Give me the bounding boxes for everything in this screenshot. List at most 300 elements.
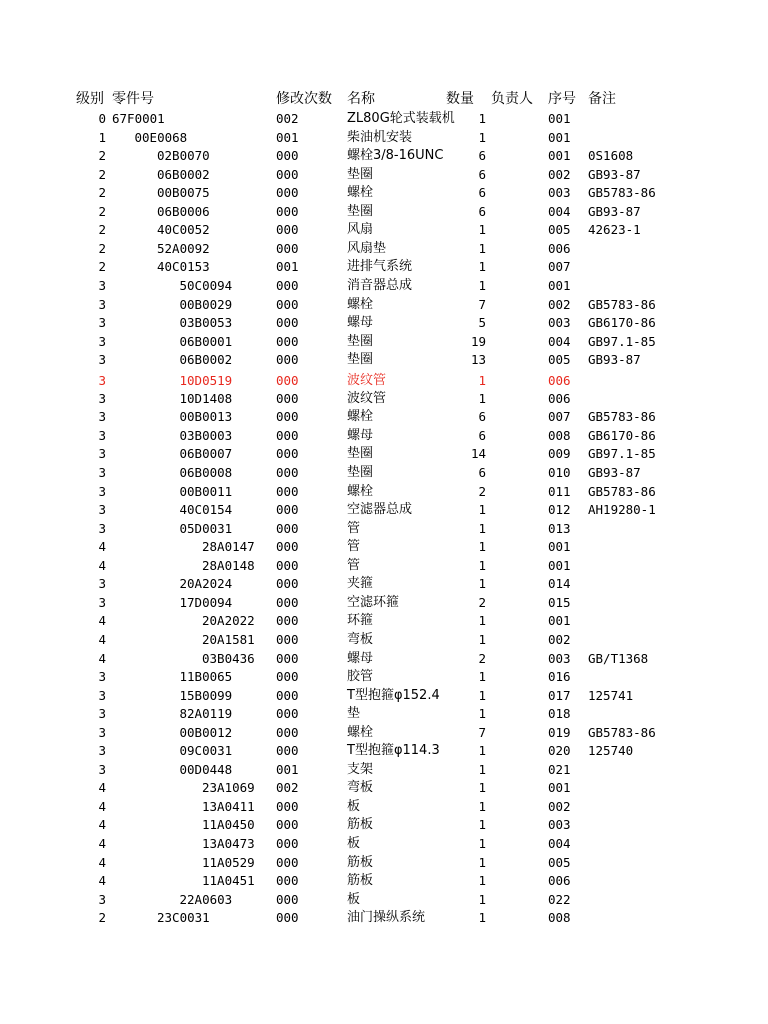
row-name: 垫	[347, 706, 361, 722]
table-row[interactable]	[0, 408, 768, 426]
table-row[interactable]	[0, 631, 768, 649]
row-note: GB5783-86	[588, 296, 656, 312]
row-revision: 000	[276, 372, 299, 388]
row-revision: 000	[276, 222, 299, 238]
row-sequence: 022	[548, 891, 571, 907]
table-row[interactable]	[0, 687, 768, 705]
row-quantity: 1	[478, 520, 486, 536]
row-quantity: 6	[478, 166, 486, 182]
row-name: 空滤环箍	[347, 594, 400, 610]
row-revision: 000	[276, 203, 299, 219]
row-sequence: 001	[548, 148, 571, 164]
row-quantity: 5	[478, 315, 486, 331]
row-sequence: 018	[548, 706, 571, 722]
row-note: GB93-87	[588, 352, 641, 368]
row-level: 3	[98, 446, 106, 462]
row-revision: 000	[276, 315, 299, 331]
table-row[interactable]	[0, 314, 768, 332]
table-row[interactable]	[0, 668, 768, 686]
row-revision: 000	[276, 724, 299, 740]
row-revision: 000	[276, 873, 299, 889]
row-name: 螺母	[347, 427, 374, 443]
row-level: 3	[98, 576, 106, 592]
row-level: 4	[98, 836, 106, 851]
row-sequence: 001	[548, 111, 571, 126]
row-name: 进排气系统	[347, 259, 413, 275]
row-sequence: 010	[548, 464, 571, 480]
table-row[interactable]	[0, 835, 768, 853]
row-level: 3	[98, 891, 106, 907]
row-level: 0	[98, 111, 106, 126]
row-level: 3	[98, 594, 106, 610]
row-quantity: 1	[478, 576, 486, 592]
row-part-number: 00B0075	[157, 185, 210, 201]
row-part-number: 06B0002	[179, 352, 233, 368]
row-name: 弯板	[347, 631, 374, 647]
row-level: 3	[98, 409, 106, 425]
row-name: 弯板	[347, 780, 374, 796]
row-revision: 000	[276, 631, 299, 647]
table-row[interactable]	[0, 390, 768, 408]
row-sequence: 019	[548, 724, 571, 740]
table-row[interactable]	[0, 557, 768, 575]
row-note: 125741	[588, 687, 634, 703]
header-level: 级别	[76, 91, 104, 107]
row-level: 3	[98, 502, 106, 518]
row-quantity: 1	[478, 706, 486, 722]
row-name: 管	[347, 557, 361, 573]
row-part-number: 05D0031	[179, 520, 233, 536]
row-name: ZL80G轮式装载机	[347, 111, 455, 126]
row-quantity: 1	[478, 761, 486, 777]
row-name: 胶管	[347, 669, 374, 684]
table-row[interactable]	[0, 129, 768, 147]
table-row[interactable]	[0, 464, 768, 482]
row-name: 筋板	[347, 854, 374, 870]
row-sequence: 002	[548, 631, 571, 647]
row-name: 板	[347, 891, 361, 907]
row-quantity: 1	[478, 111, 486, 126]
row-revision: 000	[276, 854, 299, 870]
table-row[interactable]	[0, 761, 768, 779]
row-name: 垫圈	[347, 333, 374, 349]
header-revision: 修改次数	[276, 91, 332, 107]
row-quantity: 1	[478, 817, 486, 833]
row-level: 2	[98, 203, 106, 219]
row-sequence: 003	[548, 315, 571, 331]
row-sequence: 004	[548, 203, 571, 219]
row-name: 筋板	[347, 873, 374, 889]
row-sequence: 008	[548, 910, 571, 926]
table-row[interactable]	[0, 538, 768, 556]
row-part-number: 09C0031	[179, 743, 233, 759]
row-sequence: 012	[548, 502, 571, 518]
table-row[interactable]	[0, 277, 768, 295]
row-revision: 000	[276, 650, 299, 666]
row-quantity: 1	[478, 836, 486, 851]
row-level: 3	[98, 464, 106, 480]
row-quantity: 1	[478, 873, 486, 889]
table-row[interactable]	[0, 351, 768, 369]
row-note: GB5783-86	[588, 185, 656, 201]
row-sequence: 001	[548, 278, 571, 293]
row-level: 3	[98, 333, 106, 349]
row-level: 2	[98, 259, 106, 275]
row-quantity: 6	[478, 148, 486, 164]
row-revision: 000	[276, 613, 299, 629]
row-name: 支架	[347, 761, 374, 777]
row-name: 柴油机安装	[347, 129, 413, 145]
row-name: 波纹管	[347, 390, 387, 406]
row-revision: 000	[276, 390, 299, 406]
row-level: 3	[98, 372, 106, 388]
table-row[interactable]	[0, 501, 768, 519]
row-quantity: 1	[478, 631, 486, 647]
row-part-number: 00B0012	[179, 724, 233, 740]
row-quantity: 1	[478, 278, 486, 293]
row-part-number: 00B0011	[179, 483, 233, 499]
row-sequence: 006	[548, 873, 571, 889]
row-sequence: 015	[548, 594, 571, 610]
row-part-number: 28A0147	[202, 539, 255, 555]
row-sequence: 001	[548, 539, 571, 555]
row-sequence: 013	[548, 520, 571, 536]
row-part-number: 20A1581	[202, 631, 255, 647]
table-row[interactable]	[0, 483, 768, 501]
row-note: GB5783-86	[588, 483, 656, 499]
row-note: GB5783-86	[588, 724, 656, 740]
row-level: 3	[98, 278, 106, 293]
row-part-number: 03B0053	[179, 315, 233, 331]
row-note: GB93-87	[588, 464, 641, 480]
row-sequence: 014	[548, 576, 571, 592]
row-quantity: 19	[470, 333, 486, 349]
table-row[interactable]	[0, 372, 768, 390]
row-quantity: 6	[478, 427, 486, 443]
row-quantity: 1	[478, 891, 486, 907]
row-note: 0S1608	[588, 148, 634, 164]
row-name: 管	[347, 520, 361, 536]
row-quantity: 1	[478, 259, 486, 275]
row-part-number: 15B0099	[179, 687, 233, 703]
row-sequence: 005	[548, 352, 571, 368]
row-part-number: 06B0002	[157, 166, 210, 182]
row-part-number: 06B0008	[179, 464, 233, 480]
row-revision: 000	[276, 427, 299, 443]
row-revision: 000	[276, 352, 299, 368]
row-revision: 000	[276, 185, 299, 201]
row-part-number: 03B0436	[202, 650, 255, 666]
row-quantity: 6	[478, 203, 486, 219]
row-part-number: 40C0154	[179, 502, 233, 518]
row-sequence: 017	[548, 687, 571, 703]
row-level: 3	[98, 761, 106, 777]
row-level: 2	[98, 185, 106, 201]
row-part-number: 00D0448	[179, 761, 233, 777]
row-part-number: 52A0092	[157, 240, 210, 256]
row-part-number: 17D0094	[179, 594, 233, 610]
row-quantity: 1	[478, 390, 486, 406]
table-row[interactable]	[0, 705, 768, 723]
row-sequence: 009	[548, 446, 571, 462]
row-revision: 000	[276, 520, 299, 536]
row-name: 垫圈	[347, 464, 374, 480]
row-level: 3	[98, 352, 106, 368]
row-quantity: 1	[478, 780, 486, 796]
row-part-number: 00E0068	[134, 129, 188, 145]
table-row[interactable]	[0, 296, 768, 314]
table-row[interactable]	[0, 110, 768, 128]
table-row[interactable]	[0, 427, 768, 445]
row-part-number: 20A2024	[179, 576, 233, 592]
row-quantity: 1	[478, 502, 486, 518]
row-part-number: 20A2022	[202, 613, 255, 629]
row-revision: 000	[276, 296, 299, 312]
row-quantity: 13	[470, 352, 486, 368]
row-part-number: 06B0001	[179, 333, 233, 349]
row-level: 4	[98, 650, 106, 666]
row-name: 油门操纵系统	[347, 910, 426, 926]
table-row[interactable]	[0, 445, 768, 463]
row-level: 4	[98, 873, 106, 889]
row-part-number: 13A0411	[202, 798, 255, 814]
row-name: T型抱箍φ152.4	[347, 687, 440, 703]
row-revision: 000	[276, 817, 299, 833]
row-name: 夹箍	[347, 576, 374, 592]
row-sequence: 001	[548, 129, 571, 145]
row-revision: 001	[276, 761, 299, 777]
row-revision: 000	[276, 166, 299, 182]
table-row[interactable]	[0, 184, 768, 202]
table-row[interactable]	[0, 166, 768, 184]
header-owner: 负责人	[491, 91, 533, 107]
row-level: 3	[98, 669, 106, 684]
table-row[interactable]	[0, 872, 768, 890]
row-note: GB6170-86	[588, 427, 656, 443]
row-part-number: 06B0006	[157, 203, 210, 219]
row-quantity: 1	[478, 687, 486, 703]
row-part-number: 06B0007	[179, 446, 233, 462]
table-row[interactable]	[0, 891, 768, 909]
row-level: 4	[98, 631, 106, 647]
row-revision: 000	[276, 483, 299, 499]
row-name: 垫圈	[347, 203, 374, 219]
row-quantity: 7	[478, 724, 486, 740]
row-sequence: 003	[548, 817, 571, 833]
table-row[interactable]	[0, 258, 768, 276]
row-note: GB93-87	[588, 203, 641, 219]
row-level: 3	[98, 483, 106, 499]
row-revision: 000	[276, 464, 299, 480]
row-note: GB93-87	[588, 166, 641, 182]
table-row[interactable]	[0, 612, 768, 630]
row-name: 螺栓	[347, 409, 374, 425]
row-note: GB97.1-85	[588, 446, 656, 462]
table-row[interactable]	[0, 520, 768, 538]
row-level: 2	[98, 148, 106, 164]
row-revision: 001	[276, 129, 299, 145]
row-name: 螺栓	[347, 296, 374, 312]
row-part-number: 10D1408	[179, 390, 233, 406]
row-sequence: 002	[548, 166, 571, 182]
row-level: 3	[98, 743, 106, 759]
table-row[interactable]	[0, 816, 768, 834]
row-name: 风扇	[347, 222, 374, 238]
row-sequence: 001	[548, 557, 571, 573]
row-sequence: 004	[548, 333, 571, 349]
row-revision: 001	[276, 259, 299, 275]
row-note: AH19280-1	[588, 502, 656, 518]
row-level: 4	[98, 613, 106, 629]
row-revision: 000	[276, 706, 299, 722]
row-name: 板	[347, 798, 361, 814]
row-quantity: 2	[478, 650, 486, 666]
table-row[interactable]	[0, 854, 768, 872]
row-sequence: 021	[548, 761, 571, 777]
row-name: 垫圈	[347, 352, 374, 368]
row-quantity: 7	[478, 296, 486, 312]
table-row[interactable]	[0, 240, 768, 258]
row-note: 42623-1	[588, 222, 641, 238]
row-part-number: 00B0029	[179, 296, 233, 312]
table-row[interactable]	[0, 742, 768, 760]
row-level: 2	[98, 166, 106, 182]
row-revision: 002	[276, 111, 299, 126]
row-level: 4	[98, 854, 106, 870]
row-quantity: 2	[478, 483, 486, 499]
header-sequence: 序号	[548, 91, 576, 107]
row-name: 螺栓	[347, 724, 374, 740]
row-revision: 000	[276, 240, 299, 256]
row-quantity: 1	[478, 613, 486, 629]
row-quantity: 1	[478, 798, 486, 814]
row-sequence: 008	[548, 427, 571, 443]
header-name: 名称	[347, 91, 375, 107]
row-sequence: 001	[548, 780, 571, 796]
row-level: 3	[98, 687, 106, 703]
row-revision: 000	[276, 278, 299, 293]
row-revision: 000	[276, 148, 299, 164]
row-sequence: 007	[548, 259, 571, 275]
row-level: 3	[98, 706, 106, 722]
row-name: 垫圈	[347, 166, 374, 182]
row-quantity: 1	[478, 854, 486, 870]
row-revision: 000	[276, 910, 299, 926]
row-name: 螺栓3/8-16UNC	[347, 148, 444, 164]
row-name: 螺母	[347, 650, 374, 666]
row-level: 4	[98, 557, 106, 573]
table-row[interactable]	[0, 909, 768, 927]
row-quantity: 1	[478, 129, 486, 145]
row-part-number: 11A0451	[202, 873, 255, 889]
row-quantity: 6	[478, 409, 486, 425]
row-level: 3	[98, 724, 106, 740]
row-level: 3	[98, 390, 106, 406]
row-revision: 000	[276, 576, 299, 592]
row-quantity: 6	[478, 185, 486, 201]
row-sequence: 006	[548, 390, 571, 406]
row-revision: 000	[276, 557, 299, 573]
table-row[interactable]	[0, 147, 768, 165]
row-quantity: 6	[478, 464, 486, 480]
row-part-number: 11A0450	[202, 817, 255, 833]
row-revision: 000	[276, 333, 299, 349]
table-row[interactable]	[0, 203, 768, 221]
row-sequence: 002	[548, 296, 571, 312]
row-quantity: 1	[478, 240, 486, 256]
row-revision: 000	[276, 798, 299, 814]
table-row[interactable]	[0, 798, 768, 816]
row-level: 2	[98, 240, 106, 256]
table-row[interactable]	[0, 575, 768, 593]
row-level: 4	[98, 817, 106, 833]
row-part-number: 28A0148	[202, 557, 255, 573]
row-part-number: 23A1069	[202, 780, 255, 796]
row-name: 空滤器总成	[347, 502, 413, 518]
row-sequence: 004	[548, 836, 571, 851]
header-quantity: 数量	[446, 91, 474, 107]
row-name: 螺栓	[347, 483, 374, 499]
row-part-number: 10D0519	[179, 372, 233, 388]
row-name: T型抱箍φ114.3	[347, 743, 440, 759]
row-sequence: 005	[548, 222, 571, 238]
row-sequence: 006	[548, 372, 571, 388]
row-name: 垫圈	[347, 446, 374, 462]
row-quantity: 2	[478, 594, 486, 610]
row-note: GB6170-86	[588, 315, 656, 331]
row-revision: 000	[276, 836, 299, 851]
row-level: 1	[98, 129, 106, 145]
row-revision: 000	[276, 687, 299, 703]
row-part-number: 03B0003	[179, 427, 233, 443]
row-quantity: 1	[478, 743, 486, 759]
row-level: 4	[98, 539, 106, 555]
row-level: 2	[98, 910, 106, 926]
table-row[interactable]	[0, 650, 768, 668]
row-part-number: 22A0603	[179, 891, 233, 907]
table-row[interactable]	[0, 221, 768, 239]
row-name: 环箍	[347, 613, 374, 629]
row-revision: 000	[276, 502, 299, 518]
row-level: 3	[98, 520, 106, 536]
row-name: 管	[347, 539, 361, 555]
table-row[interactable]	[0, 594, 768, 612]
table-row[interactable]	[0, 779, 768, 797]
row-quantity: 1	[478, 910, 486, 926]
row-part-number: 23C0031	[157, 910, 210, 926]
row-note: GB5783-86	[588, 409, 656, 425]
table-row[interactable]	[0, 724, 768, 742]
row-sequence: 020	[548, 743, 571, 759]
row-sequence: 011	[548, 483, 571, 499]
row-sequence: 016	[548, 669, 571, 684]
row-part-number: 40C0052	[157, 222, 210, 238]
row-sequence: 002	[548, 798, 571, 814]
row-level: 2	[98, 222, 106, 238]
row-quantity: 1	[478, 372, 486, 388]
header-part-number: 零件号	[112, 91, 154, 107]
row-revision: 002	[276, 780, 299, 796]
row-part-number: 00B0013	[179, 409, 233, 425]
row-part-number: 50C0094	[179, 278, 233, 293]
row-quantity: 1	[478, 557, 486, 573]
row-quantity: 1	[478, 222, 486, 238]
row-part-number: 67F0001	[112, 111, 165, 126]
row-level: 3	[98, 427, 106, 443]
row-name: 风扇垫	[347, 240, 387, 256]
table-row[interactable]	[0, 333, 768, 351]
row-level: 3	[98, 296, 106, 312]
